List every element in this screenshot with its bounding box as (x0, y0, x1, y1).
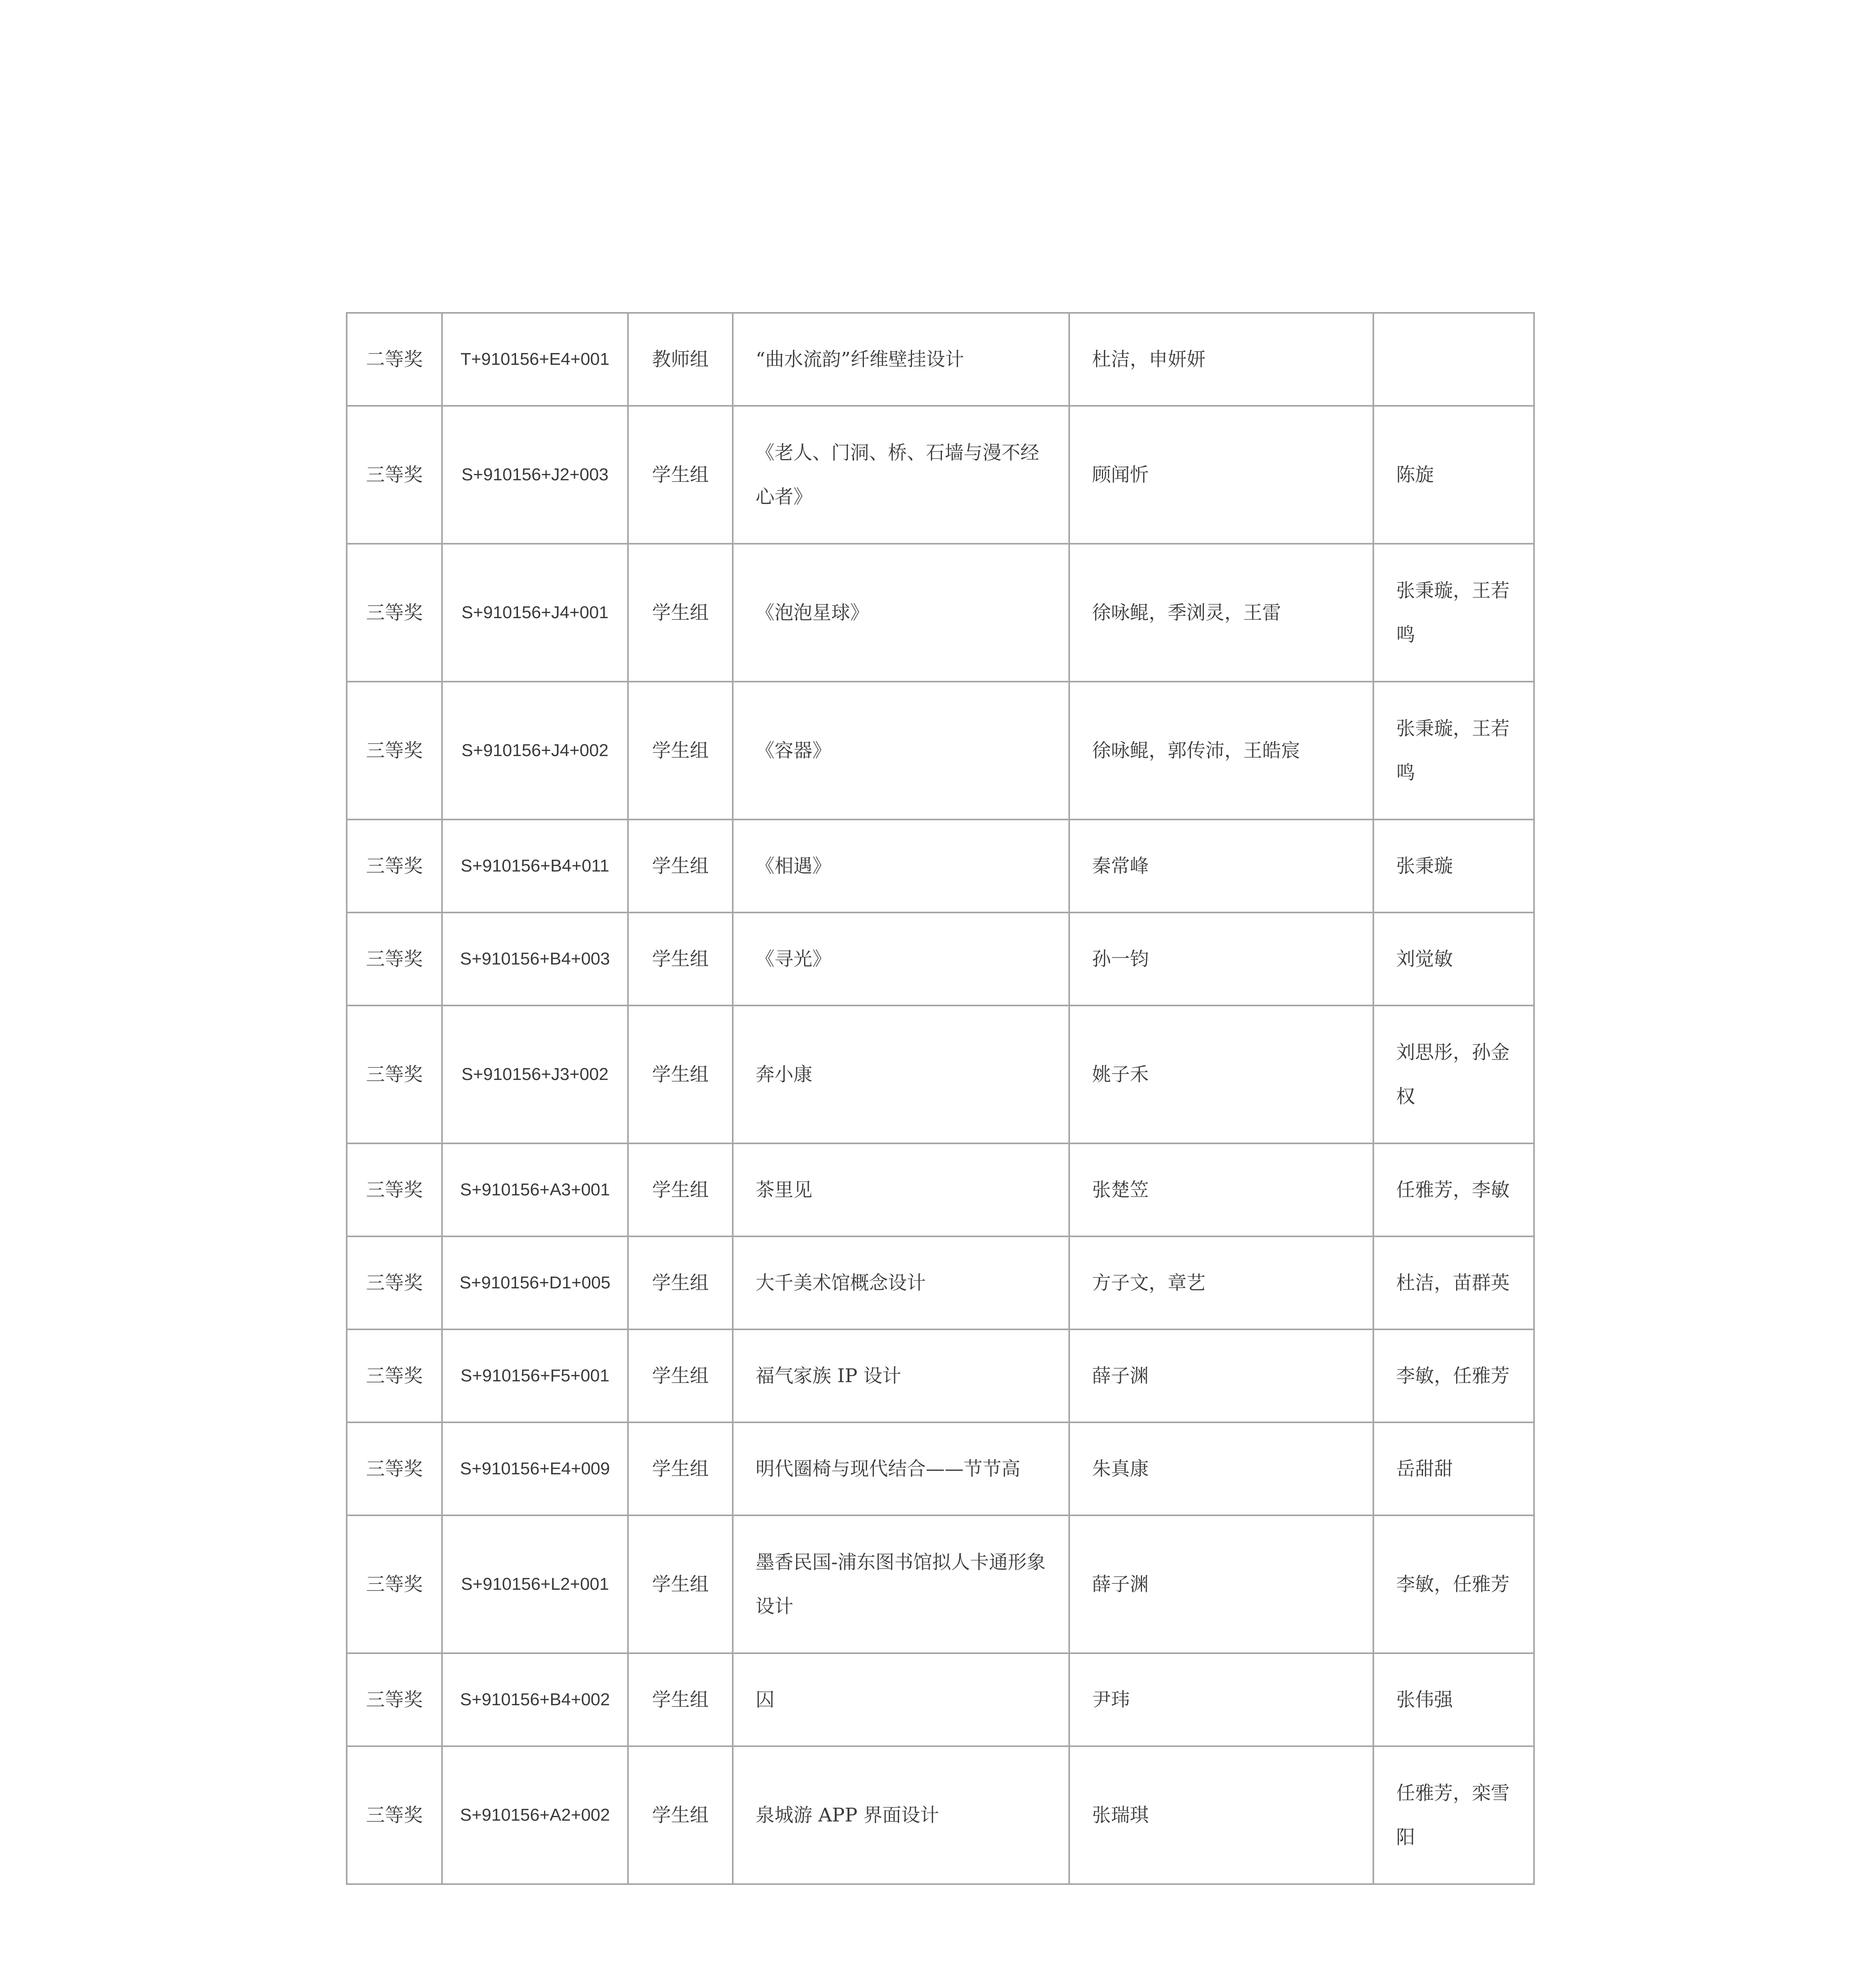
advisors-cell: 刘思彤，孙金权 (1373, 1005, 1534, 1143)
award-cell: 三等奖 (347, 820, 442, 913)
table-row (347, 406, 1534, 544)
award-cell: 三等奖 (347, 913, 442, 1005)
advisors-cell (1373, 313, 1534, 406)
award-cell: 三等奖 (347, 1143, 442, 1236)
table-row (347, 682, 1534, 820)
award-cell: 三等奖 (347, 682, 442, 820)
code-cell: S+910156+E4+009 (442, 1422, 628, 1515)
award-cell: 三等奖 (347, 1422, 442, 1515)
award-cell: 三等奖 (347, 406, 442, 544)
advisors-cell: 张伟强 (1373, 1653, 1534, 1746)
code-cell: T+910156+E4+001 (442, 313, 628, 406)
advisors-cell: 李敏，任雅芳 (1373, 1329, 1534, 1422)
table-row (347, 1329, 1534, 1422)
advisors-cell: 张秉璇，王若鸣 (1373, 682, 1534, 820)
advisors-cell: 杜洁，苗群英 (1373, 1236, 1534, 1329)
table-row (347, 1005, 1534, 1143)
work-title-cell: 奔小康 (733, 1005, 1069, 1143)
group-cell: 学生组 (628, 1005, 733, 1143)
award-cell: 三等奖 (347, 1329, 442, 1422)
authors-cell: 薛子渊 (1069, 1515, 1373, 1653)
authors-cell: 顾闻忻 (1069, 406, 1373, 544)
code-cell: S+910156+B4+003 (442, 913, 628, 1005)
award-cell: 三等奖 (347, 1746, 442, 1884)
table-row (347, 1422, 1534, 1515)
code-cell: S+910156+J4+001 (442, 544, 628, 682)
advisors-cell: 任雅芳，栾雪阳 (1373, 1746, 1534, 1884)
group-cell: 学生组 (628, 544, 733, 682)
award-cell: 三等奖 (347, 1005, 442, 1143)
authors-cell: 薛子渊 (1069, 1329, 1373, 1422)
award-cell: 三等奖 (347, 544, 442, 682)
work-title-cell: 茶里见 (733, 1143, 1069, 1236)
authors-cell: 朱真康 (1069, 1422, 1373, 1515)
table-row (347, 1746, 1534, 1884)
advisors-cell: 陈旋 (1373, 406, 1534, 544)
awards-table (346, 312, 1535, 1885)
authors-cell: 徐咏鲲，季浏灵，王雷 (1069, 544, 1373, 682)
authors-cell: 尹玮 (1069, 1653, 1373, 1746)
group-cell: 学生组 (628, 1422, 733, 1515)
authors-cell: 徐咏鲲，郭传沛，王皓宸 (1069, 682, 1373, 820)
advisors-cell: 岳甜甜 (1373, 1422, 1534, 1515)
award-cell: 三等奖 (347, 1515, 442, 1653)
code-cell: S+910156+A3+001 (442, 1143, 628, 1236)
work-title-cell: 大千美术馆概念设计 (733, 1236, 1069, 1329)
award-cell: 三等奖 (347, 1653, 442, 1746)
authors-cell: 杜洁，申妍妍 (1069, 313, 1373, 406)
advisors-cell: 张秉璇 (1373, 820, 1534, 913)
code-cell: S+910156+F5+001 (442, 1329, 628, 1422)
table-row (347, 1515, 1534, 1653)
table-row (347, 1236, 1534, 1329)
group-cell: 学生组 (628, 1143, 733, 1236)
group-cell: 学生组 (628, 406, 733, 544)
code-cell: S+910156+B4+011 (442, 820, 628, 913)
group-cell: 学生组 (628, 820, 733, 913)
table-row (347, 313, 1534, 406)
group-cell: 学生组 (628, 1329, 733, 1422)
work-title-cell: 墨香民国-浦东图书馆拟人卡通形象设计 (733, 1515, 1069, 1653)
table-row (347, 1653, 1534, 1746)
work-title-cell: 囚 (733, 1653, 1069, 1746)
code-cell: S+910156+J2+003 (442, 406, 628, 544)
group-cell: 学生组 (628, 1653, 733, 1746)
work-title-cell: “曲水流韵”纤维壁挂设计 (733, 313, 1069, 406)
award-cell: 二等奖 (347, 313, 442, 406)
authors-cell: 方子文，章艺 (1069, 1236, 1373, 1329)
advisors-cell: 刘觉敏 (1373, 913, 1534, 1005)
group-cell: 学生组 (628, 1236, 733, 1329)
work-title-cell: 《相遇》 (733, 820, 1069, 913)
authors-cell: 姚子禾 (1069, 1005, 1373, 1143)
work-title-cell: 《寻光》 (733, 913, 1069, 1005)
group-cell: 学生组 (628, 1515, 733, 1653)
code-cell: S+910156+B4+002 (442, 1653, 628, 1746)
table-row (347, 820, 1534, 913)
work-title-cell: 泉城游 APP 界面设计 (733, 1746, 1069, 1884)
authors-cell: 张瑞琪 (1069, 1746, 1373, 1884)
advisors-cell: 任雅芳，李敏 (1373, 1143, 1534, 1236)
group-cell: 学生组 (628, 1746, 733, 1884)
group-cell: 教师组 (628, 313, 733, 406)
authors-cell: 秦常峰 (1069, 820, 1373, 913)
code-cell: S+910156+A2+002 (442, 1746, 628, 1884)
award-cell: 三等奖 (347, 1236, 442, 1329)
table-row (347, 913, 1534, 1005)
work-title-cell: 《容器》 (733, 682, 1069, 820)
advisors-cell: 张秉璇，王若鸣 (1373, 544, 1534, 682)
group-cell: 学生组 (628, 913, 733, 1005)
group-cell: 学生组 (628, 682, 733, 820)
code-cell: S+910156+J3+002 (442, 1005, 628, 1143)
work-title-cell: 《老人、门洞、桥、石墙与漫不经心者》 (733, 406, 1069, 544)
code-cell: S+910156+D1+005 (442, 1236, 628, 1329)
work-title-cell: 福气家族 IP 设计 (733, 1329, 1069, 1422)
work-title-cell: 《泡泡星球》 (733, 544, 1069, 682)
table-row (347, 1143, 1534, 1236)
awards-table-body (347, 313, 1534, 1884)
authors-cell: 张楚笠 (1069, 1143, 1373, 1236)
advisors-cell: 李敏，任雅芳 (1373, 1515, 1534, 1653)
code-cell: S+910156+L2+001 (442, 1515, 628, 1653)
code-cell: S+910156+J4+002 (442, 682, 628, 820)
work-title-cell: 明代圈椅与现代结合——节节高 (733, 1422, 1069, 1515)
table-row (347, 544, 1534, 682)
authors-cell: 孙一钧 (1069, 913, 1373, 1005)
